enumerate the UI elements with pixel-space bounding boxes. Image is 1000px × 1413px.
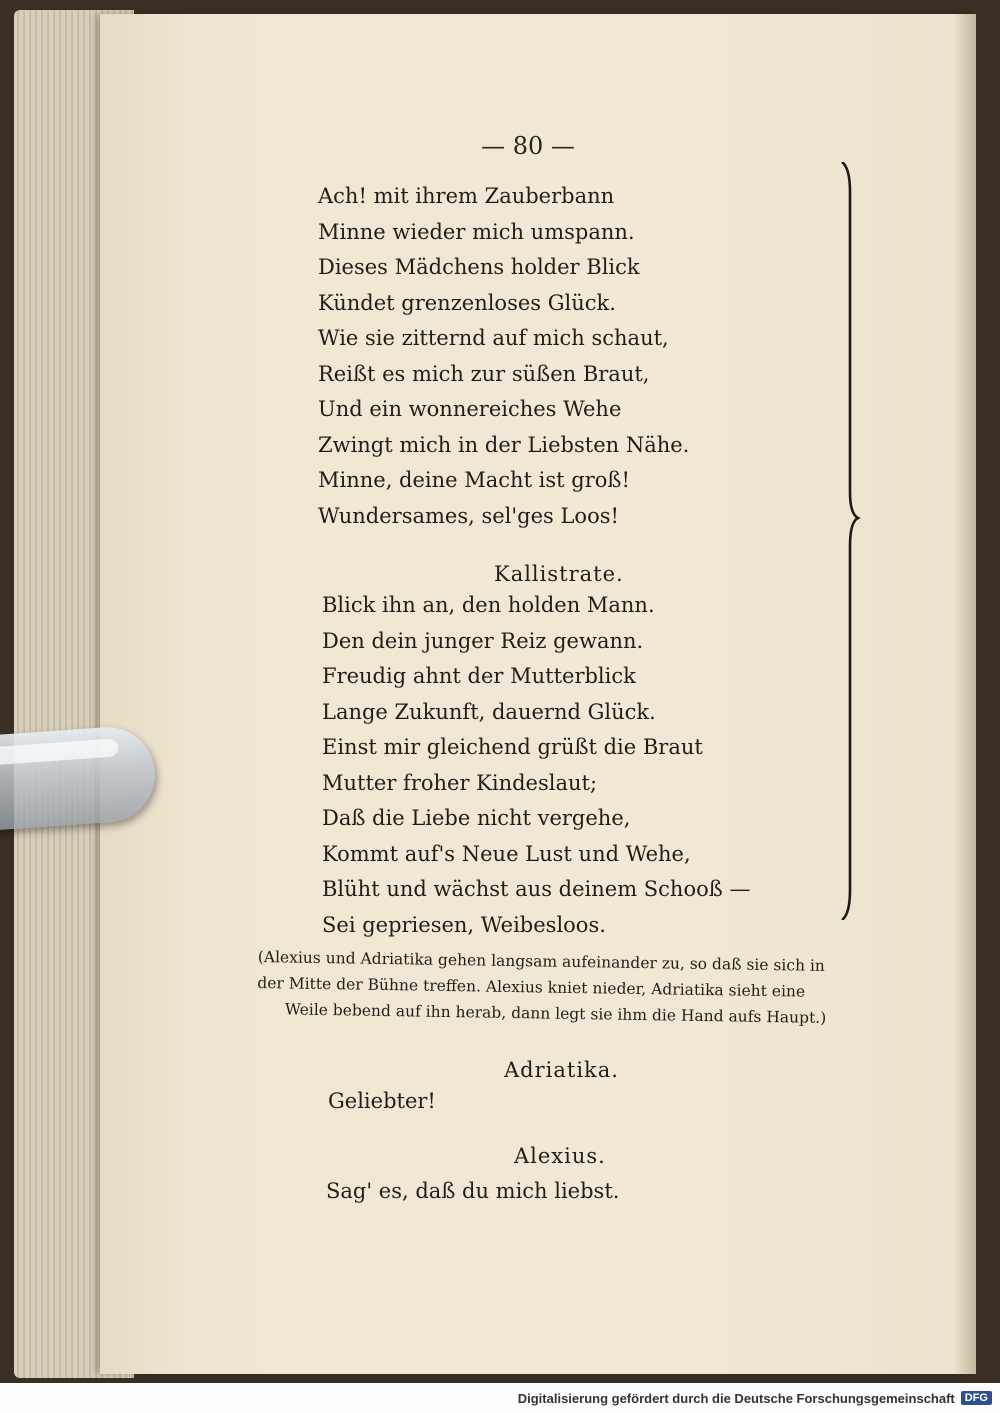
speaker-kallistrate: Kallistrate. bbox=[494, 562, 624, 586]
stage-direction-line: (Alexius und Adriatika gehen langsam aufeinander zu, so daß sie sich in bbox=[257, 947, 826, 975]
verse-line: Zwingt mich in der Liebsten Nähe. bbox=[318, 432, 690, 457]
verse-line: Kommt auf's Neue Lust und Wehe, bbox=[322, 841, 691, 866]
verse-line: Kündet grenzenloses Glück. bbox=[318, 290, 616, 315]
curly-brace bbox=[838, 162, 862, 920]
speaker-alexius: Alexius. bbox=[514, 1144, 606, 1168]
footer-credit-text: Digitalisierung gefördert durch die Deutsche Forschungsgemeinschaft bbox=[517, 1390, 955, 1406]
verse-line: Sag' es, daß du mich liebst. bbox=[326, 1179, 620, 1203]
stage-direction-line: Weile bebend auf ihn herab, dann legt sie ihm die Hand aufs Haupt.) bbox=[284, 1000, 827, 1027]
verse-line: Dieses Mädchens holder Blick bbox=[318, 255, 640, 279]
verse-line: Freudig ahnt der Mutterblick bbox=[322, 664, 636, 688]
line-sag-es bbox=[326, 1174, 619, 1210]
stanza-2 bbox=[322, 588, 750, 943]
page-number: — 80 — bbox=[481, 132, 575, 160]
line-geliebter bbox=[328, 1084, 436, 1120]
dfg-logo: DFG bbox=[961, 1391, 992, 1405]
verse-line: Mutter froher Kindeslaut; bbox=[322, 770, 598, 795]
verse-line: Sei gepriesen, Weibesloos. bbox=[322, 912, 606, 937]
verse-line: Und ein wonnereiches Wehe bbox=[318, 397, 622, 421]
verse-line: Wundersames, sel'ges Loos! bbox=[318, 503, 619, 528]
verse-line: Lange Zukunft, dauernd Glück. bbox=[322, 699, 656, 724]
verse-line: Wie sie zitternd auf mich schaut, bbox=[318, 326, 669, 350]
verse-line: Daß die Liebe nicht vergehe, bbox=[322, 806, 631, 830]
verse-line: Geliebter! bbox=[328, 1089, 436, 1113]
stage-direction-line: der Mitte der Bühne treffen. Alexius kniet nieder, Adriatika sieht eine bbox=[257, 973, 806, 1001]
verse-line: Blick ihn an, den holden Mann. bbox=[322, 593, 655, 617]
show-through-text bbox=[840, 174, 1000, 1224]
verse-line: Minne wieder mich umspann. bbox=[318, 219, 635, 244]
verse-line: Reißt es mich zur süßen Braut, bbox=[318, 361, 650, 386]
verse-line: Ach! mit ihrem Zauberbann bbox=[318, 184, 615, 208]
footer-credit-bar bbox=[0, 1383, 1000, 1413]
stage-direction bbox=[257, 944, 870, 1032]
verse-line: Einst mir gleichend grüßt die Braut bbox=[322, 735, 703, 759]
book-page bbox=[100, 14, 976, 1374]
verse-line: Den dein junger Reiz gewann. bbox=[322, 628, 644, 653]
stanza-1 bbox=[318, 179, 689, 534]
verse-line: Blüht und wächst aus deinem Schooß — bbox=[322, 877, 751, 901]
verse-line: Minne, deine Macht ist groß! bbox=[318, 468, 630, 492]
speaker-adriatika: Adriatika. bbox=[504, 1058, 619, 1082]
